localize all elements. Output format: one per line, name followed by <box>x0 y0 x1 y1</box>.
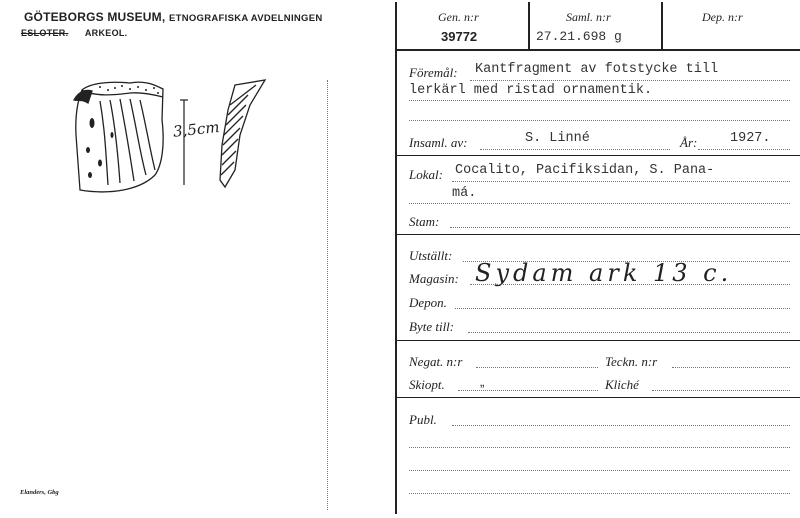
struck-section: ESLOTER. <box>21 28 69 38</box>
scale-bar <box>180 100 188 185</box>
printer-mark: Elanders, Gbg <box>20 489 59 496</box>
teckn-dots <box>672 367 790 368</box>
magasin-dots <box>470 284 790 285</box>
publ-dots-4 <box>409 493 790 494</box>
ar-value: 1927. <box>730 131 771 146</box>
foremal-dots-2 <box>409 100 790 101</box>
measurement-label: 3,5cm <box>172 117 221 141</box>
foremal-label: Föremål: <box>409 65 458 80</box>
section-name: ARKEOL. <box>84 28 128 38</box>
fold-dotted-line <box>327 80 328 510</box>
rule-after-byte <box>396 340 800 341</box>
insaml-value: S. Linné <box>525 131 590 146</box>
department-name: ETNOGRAFISKA AVDELNINGEN <box>168 13 323 24</box>
lokal-line-2: má. <box>452 186 477 201</box>
saml-nr-label: Saml. n:r <box>566 10 611 24</box>
foremal-line-2: lerkärl med ristad ornamentik. <box>409 83 653 98</box>
skiopt-value: „ <box>480 374 485 389</box>
publ-dots-3 <box>409 470 790 471</box>
dep-nr-label: Dep. n:r <box>702 10 743 24</box>
kliche-label: Kliché <box>605 377 639 392</box>
foremal-dots-1 <box>470 80 790 81</box>
negat-label: Negat. n:r <box>409 354 463 369</box>
lokal-label: Lokal: <box>409 167 443 182</box>
header-divider-1 <box>528 2 530 50</box>
skiopt-dots <box>458 390 598 391</box>
insaml-dots <box>480 149 670 150</box>
utstallt-label: Utställt: <box>409 248 453 263</box>
teckn-label: Teckn. n:r <box>605 354 658 369</box>
fragment-sketch <box>70 75 280 205</box>
kliche-dots <box>652 390 790 391</box>
lokal-dots-2 <box>409 203 790 204</box>
publ-label: Publ. <box>409 412 437 427</box>
profile-section-drawing <box>220 80 265 187</box>
foremal-dots-3 <box>409 120 790 121</box>
magasin-handwritten: Sydam ark 13 c. <box>475 259 733 287</box>
fragment-front-drawing <box>74 82 163 192</box>
byte-dots <box>468 332 790 333</box>
stam-label: Stam: <box>409 214 440 229</box>
insaml-label: Insaml. av: <box>409 135 468 150</box>
depon-label: Depon. <box>409 295 447 310</box>
gen-nr-value: 39772 <box>441 29 478 44</box>
section-header <box>21 28 127 38</box>
negat-dots <box>476 367 598 368</box>
header-divider-2 <box>661 2 663 50</box>
museum-name: GÖTEBORGS MUSEUM, <box>24 10 166 24</box>
foremal-line-1: Kantfragment av fotstycke till <box>475 62 719 77</box>
magasin-label: Magasin: <box>409 271 459 286</box>
lokal-dots-1 <box>452 181 790 182</box>
ar-dots <box>698 149 790 150</box>
gen-nr-label: Gen. n:r <box>438 10 479 24</box>
ar-label: År: <box>680 135 698 150</box>
rule-after-skiopt <box>396 397 800 398</box>
rule-after-insaml <box>396 155 800 156</box>
museum-header <box>24 10 323 24</box>
lokal-line-1: Cocalito, Pacifiksidan, S. Pana- <box>455 163 715 178</box>
byte-label: Byte till: <box>409 319 455 334</box>
card-left-border <box>395 2 397 514</box>
publ-dots-1 <box>452 425 790 426</box>
depon-dots <box>455 308 790 309</box>
stam-dots <box>450 227 790 228</box>
saml-nr-value: 27.21.698 g <box>536 29 622 44</box>
skiopt-label: Skiopt. <box>409 377 445 392</box>
rule-after-stam <box>396 234 800 235</box>
publ-dots-2 <box>409 447 790 448</box>
header-bottom-rule <box>396 49 800 51</box>
